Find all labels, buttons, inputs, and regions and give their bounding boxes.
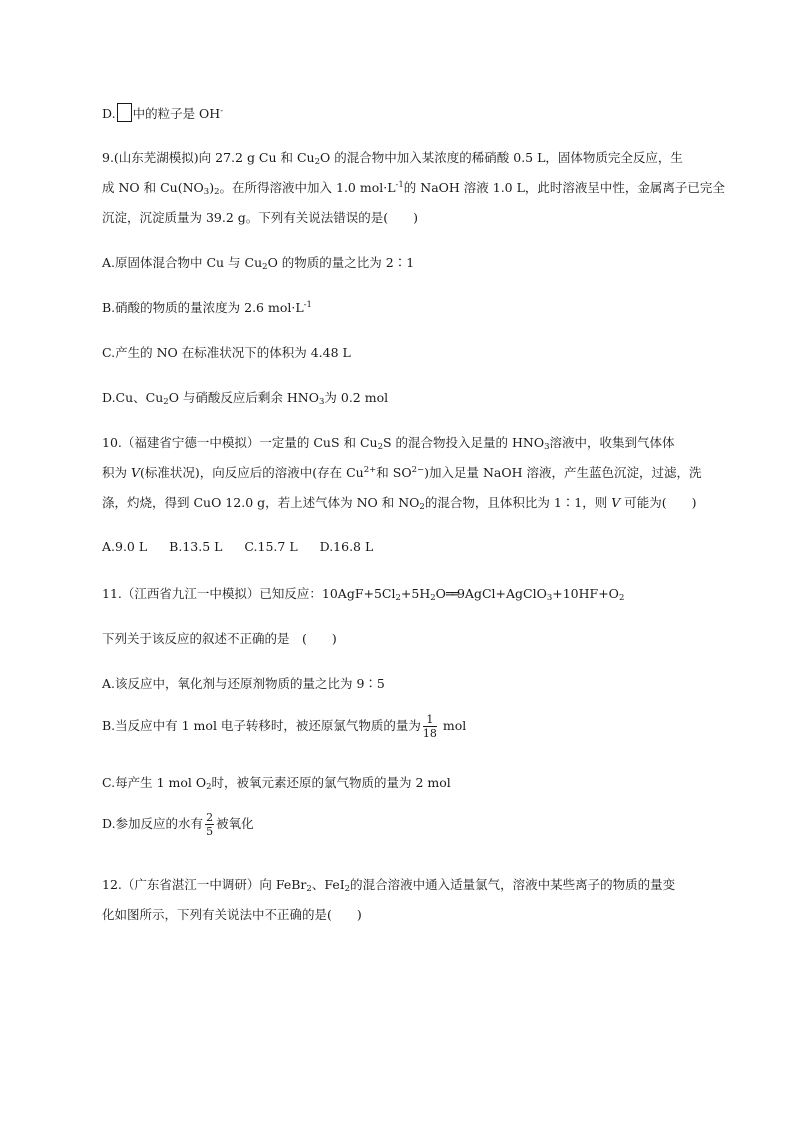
text: 12.（广东省湛江一中调研）向 FeBr <box>102 877 307 892</box>
text: D.Cu、Cu <box>102 390 164 405</box>
subscript: 2 <box>314 157 321 167</box>
text: 可能为( ) <box>620 495 697 510</box>
subscript: 3 <box>318 397 325 407</box>
q10-stem-line2 <box>102 463 701 481</box>
q11-option-c <box>102 773 451 791</box>
text: 为 0.2 mol <box>324 390 389 405</box>
subscript: 2 <box>430 593 436 603</box>
subscript: 2 <box>214 187 220 197</box>
text: S 的混合物投入足量的 HNO <box>383 435 545 450</box>
denominator: 5 <box>206 825 214 838</box>
text: 成 NO 和 Cu(NO <box>102 180 204 195</box>
q12-stem-line1 <box>102 875 675 893</box>
text: O 的物质的量之比为 2∶1 <box>267 255 415 270</box>
text: B.当反应中有 1 mol 电子转移时，被还原氯气物质的量为 <box>102 718 421 733</box>
text: C.每产生 1 mol O <box>102 775 207 790</box>
q9-stem-line3: 沉淀，沉淀质量为 39.2 g。下列有关说法错误的是( ) <box>102 210 419 225</box>
text: +10HF+O <box>552 586 619 601</box>
q9-option-d <box>102 388 388 406</box>
text: A.原固体混合物中 Cu 与 Cu <box>102 255 263 270</box>
subscript: 2 <box>419 502 425 512</box>
fraction <box>205 812 214 837</box>
subscript: 2 <box>306 884 312 894</box>
q9-stem-line2 <box>102 178 725 196</box>
subscript: 3 <box>546 593 553 603</box>
superscript: - <box>220 106 224 116</box>
variable-v: V <box>130 465 141 480</box>
q9-option-a <box>102 253 414 271</box>
text: (标准状况)，向反应后的溶液中(存在 Cu <box>140 465 364 480</box>
text: O 的混合物中加入某浓度的稀硝酸 0.5 L，固体物质完全反应，生 <box>320 150 683 165</box>
q10-options <box>102 539 395 554</box>
text: 9.(山东芜湖模拟)向 27.2 g Cu 和 Cu <box>102 150 315 165</box>
reaction-arrow: ══ <box>445 586 457 601</box>
numerator: 2 <box>206 811 214 824</box>
option-text: 中的粒子是 OH <box>132 106 221 121</box>
numerator: 1 <box>423 714 437 727</box>
subscript: 2 <box>395 593 401 603</box>
text: ) <box>209 180 215 195</box>
text: +5H <box>400 586 431 601</box>
q11-option-b <box>102 714 466 739</box>
text: mol <box>438 718 467 733</box>
q9-stem-line1 <box>102 148 683 166</box>
text: O 与硝酸反应后剩余 HNO <box>168 390 319 405</box>
option-d: D.16.8 L <box>319 539 374 554</box>
subscript: 2 <box>344 884 351 894</box>
option-a: A.9.0 L <box>102 539 148 554</box>
denominator: 18 <box>422 727 437 740</box>
text: 的 NaOH 溶液 1.0 L，此时溶液呈中性，金属离子已完全 <box>403 180 725 195</box>
option-b: B.13.5 L <box>169 539 223 554</box>
subscript: 2 <box>377 442 384 452</box>
text: 9AgCl+AgClO <box>456 586 547 601</box>
q11-stem-line1 <box>102 584 624 602</box>
superscript: -1 <box>395 180 404 190</box>
subscript: 2 <box>163 397 169 407</box>
q12-stem-line2: 化如图所示，下列有关说法中不正确的是( ) <box>102 907 362 922</box>
q9-option-b <box>102 298 312 316</box>
subscript: 3 <box>203 187 210 197</box>
superscript: -1 <box>303 300 312 310</box>
option-c: C.15.7 L <box>244 539 298 554</box>
q8-option-d <box>102 103 223 122</box>
blank-box <box>117 103 132 122</box>
subscript: 2 <box>262 262 268 272</box>
text: )加入足量 NaOH 溶液，产生蓝色沉淀，过滤，洗 <box>424 465 702 480</box>
q10-stem-line3 <box>102 493 696 511</box>
text: 涤，灼烧，得到 CuO 12.0 g，若上述气体为 NO 和 NO <box>102 495 420 510</box>
text: 的混合溶液中通入适量氯气，溶液中某些离子的物质的量变 <box>350 877 676 892</box>
option-label: D. <box>102 106 116 121</box>
text: 溶液中，收集到气体体 <box>549 435 675 450</box>
variable-v: V <box>611 495 621 510</box>
text: B.硝酸的物质的量浓度为 2.6 mol·L <box>102 300 304 315</box>
text: 被氧化 <box>216 816 254 831</box>
subscript: 2 <box>618 593 625 603</box>
text: 和 SO <box>376 465 412 480</box>
text: 。在所得溶液中加入 1.0 mol·L <box>219 180 396 195</box>
text: 时，被氧元素还原的氯气物质的量为 2 mol <box>211 775 451 790</box>
q11-option-d <box>102 812 254 837</box>
q11-option-a: A.该反应中，氧化剂与还原剂物质的量之比为 9∶5 <box>102 676 385 691</box>
text: O <box>435 586 446 601</box>
superscript: 2+ <box>363 465 377 475</box>
q11-stem-line2: 下列关于该反应的叙述不正确的是 ( ) <box>102 631 337 646</box>
superscript: 2− <box>411 465 425 475</box>
text: D.参加反应的水有 <box>102 816 204 831</box>
text: 、FeI <box>311 877 345 892</box>
q10-stem-line1 <box>102 433 675 451</box>
text: 的混合物，且体积比为 1∶1，则 <box>424 495 612 510</box>
subscript: 3 <box>544 442 550 452</box>
text: 10.（福建省宁德一中模拟）一定量的 CuS 和 Cu <box>102 435 378 450</box>
fraction <box>423 714 437 739</box>
text: 11.（江西省九江一中模拟）已知反应：10AgF+5Cl <box>102 586 396 601</box>
q9-option-c: C.产生的 NO 在标准状况下的体积为 4.48 L <box>102 345 351 360</box>
text: 积为 <box>102 465 131 480</box>
subscript: 2 <box>206 782 212 792</box>
